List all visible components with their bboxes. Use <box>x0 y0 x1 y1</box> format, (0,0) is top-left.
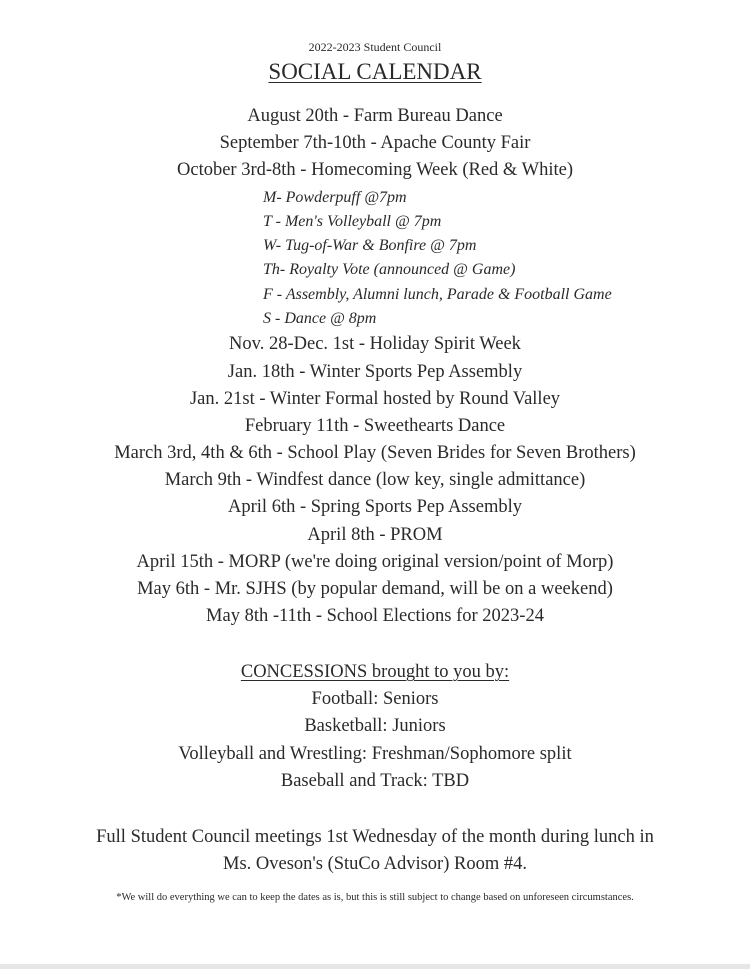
bottom-divider <box>0 964 750 969</box>
homecoming-schedule <box>0 185 750 332</box>
event-item: March 9th - Windfest dance (low key, single admittance) <box>164 470 586 491</box>
concession-item: Basketball: Juniors <box>304 716 446 737</box>
event-item: April 6th - Spring Sports Pep Assembly <box>228 497 522 518</box>
page-title <box>0 59 750 85</box>
homecoming-day: Th- Royalty Vote (announced @ Game) <box>263 261 516 279</box>
homecoming-day: S - Dance @ 8pm <box>263 310 377 328</box>
event-item: Nov. 28-Dec. 1st - Holiday Spirit Week <box>229 334 521 355</box>
homecoming-day: T - Men's Volleyball @ 7pm <box>263 212 442 230</box>
event-item: May 6th - Mr. SJHS (by popular demand, will be on a weekend) <box>137 579 613 600</box>
homecoming-day: M- Powderpuff @7pm <box>263 188 407 206</box>
subtitle: 2022-2023 Student Council <box>308 40 442 54</box>
page-title-text: SOCIAL CALENDAR <box>268 59 482 84</box>
concession-item: Football: Seniors <box>311 689 439 710</box>
footnote: *We will do everything we can to keep the dates as is, but this is still subject to change based on unforeseen circumstances. <box>116 892 634 903</box>
event-item: Jan. 21st - Winter Formal hosted by Round Valley <box>189 388 561 409</box>
event-item: August 20th - Farm Bureau Dance <box>247 106 503 126</box>
event-item: April 15th - MORP (we're doing original version/point of Morp) <box>136 551 614 572</box>
meetings-line: Full Student Council meetings 1st Wednesday of the month during lunch in <box>96 827 654 847</box>
event-item: April 8th - PROM <box>307 524 443 545</box>
concessions-section <box>0 659 750 795</box>
concession-item: Volleyball and Wrestling: Freshman/Sophomore split <box>178 743 572 764</box>
meetings-line: Ms. Oveson's (StuCo Advisor) Room #4. <box>223 854 527 875</box>
meetings-section <box>0 824 750 878</box>
concessions-heading: CONCESSIONS brought to you by: <box>240 662 510 682</box>
event-item: October 3rd-8th - Homecoming Week (Red & White) <box>177 160 573 181</box>
concession-item: Baseball and Track: TBD <box>280 770 470 791</box>
event-item: February 11th - Sweethearts Dance <box>244 415 506 436</box>
homecoming-day: F - Assembly, Alumni lunch, Parade & Football Game <box>263 285 612 303</box>
event-item: May 8th -11th - School Elections for 2023-24 <box>206 606 544 627</box>
event-item: September 7th-10th - Apache County Fair <box>219 133 531 154</box>
event-item: Jan. 18th - Winter Sports Pep Assembly <box>227 361 523 382</box>
homecoming-day: W- Tug-of-War & Bonfire @ 7pm <box>263 237 477 255</box>
event-list <box>0 103 750 630</box>
event-item: March 3rd, 4th & 6th - School Play (Seven Brides for Seven Brothers) <box>114 443 636 464</box>
